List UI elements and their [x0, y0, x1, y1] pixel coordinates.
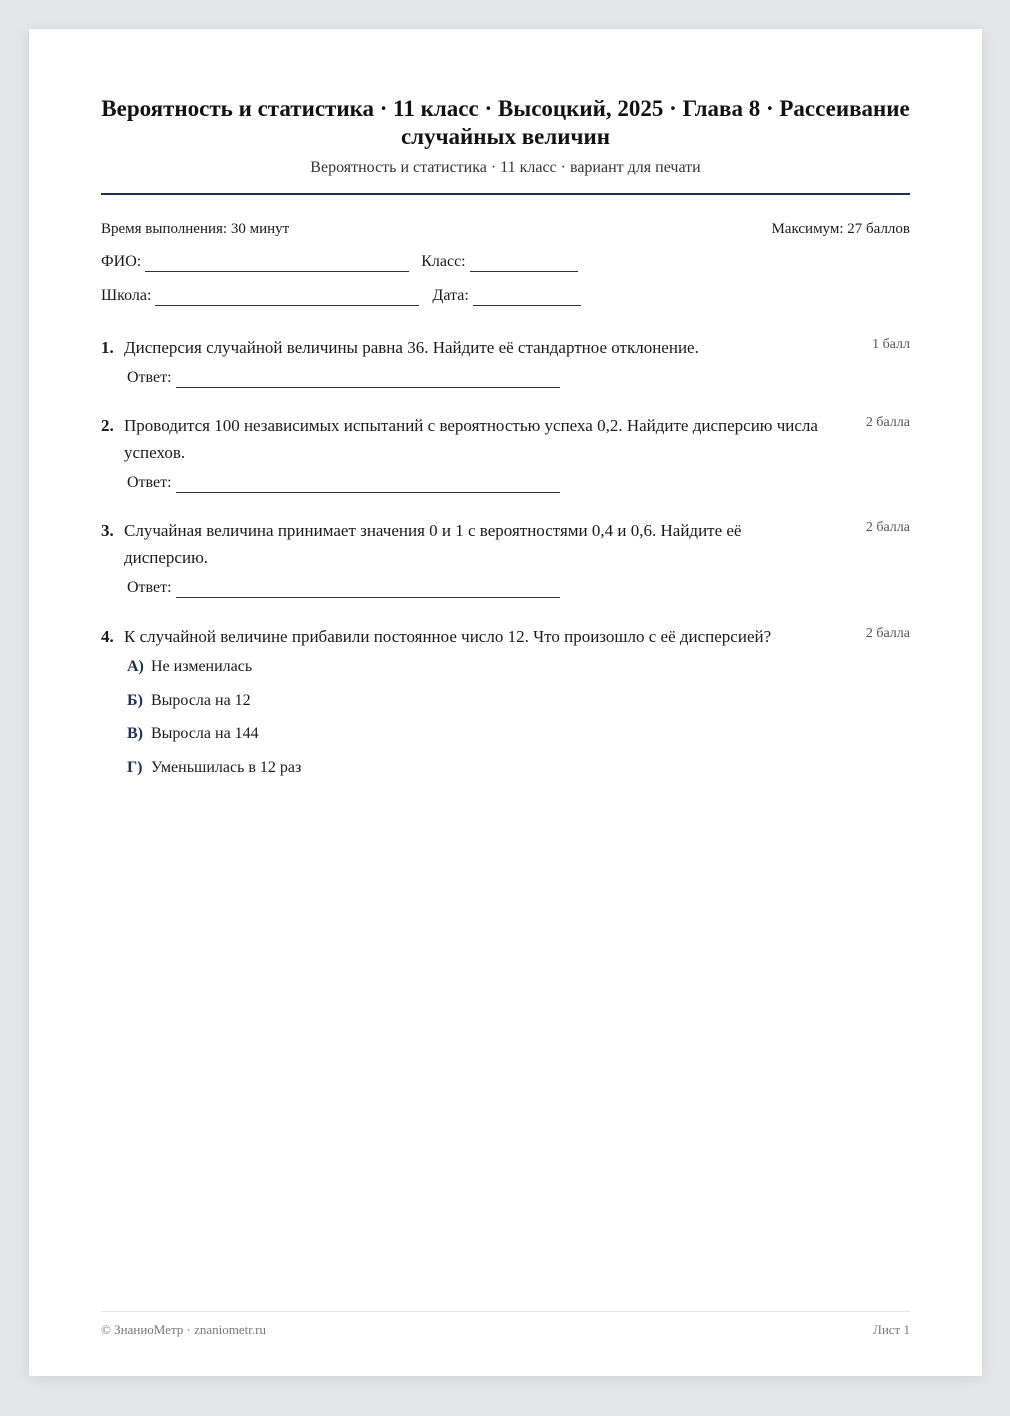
option-v[interactable]	[127, 724, 910, 758]
question-points: 2 балла	[865, 520, 910, 535]
student-fields-row-2	[101, 286, 910, 306]
answer-row	[127, 473, 910, 493]
question-points: 1 балл	[872, 337, 910, 352]
class-field[interactable]	[470, 257, 578, 272]
question-2	[101, 412, 910, 493]
meta-row	[101, 219, 910, 239]
option-text: Уменьшилась в 12 раз	[151, 758, 302, 776]
option-text: Выросла на 144	[151, 725, 259, 742]
footer-divider	[101, 1311, 910, 1312]
footer	[101, 1321, 910, 1339]
option-letter: Б)	[127, 691, 143, 709]
page-subtitle: Вероятность и статистика · 11 класс · вариант для печати	[310, 159, 701, 176]
answer-options	[127, 657, 910, 791]
answer-label: Ответ:	[127, 579, 172, 596]
school-label: Школа:	[101, 287, 152, 304]
fio-field[interactable]	[145, 257, 409, 272]
date-label: Дата:	[432, 287, 469, 304]
page-number: Лист 1	[873, 1322, 910, 1337]
question-text: Проводится 100 независимых испытаний с вероятностью успеха 0,2. Найдите дисперсию числа успехов.	[124, 416, 818, 462]
answer-label: Ответ:	[127, 369, 172, 386]
fio-label: ФИО:	[101, 253, 142, 270]
option-text: Не изменилась	[151, 658, 253, 675]
option-letter: В)	[127, 725, 143, 742]
question-number: 3.	[101, 521, 114, 540]
question-points: 2 балла	[865, 415, 910, 430]
question-4	[101, 623, 910, 791]
school-field[interactable]	[155, 291, 419, 306]
student-fields-row-1	[101, 252, 910, 272]
page-title: Вероятность и статистика · 11 класс · Высоцкий, 2025 · Глава 8 · Рассеивание случайных величин	[101, 96, 910, 149]
question-number: 1.	[101, 338, 114, 357]
worksheet-page	[29, 29, 982, 1376]
question-number: 2.	[101, 416, 114, 435]
answer-field[interactable]	[176, 373, 560, 388]
option-g[interactable]	[127, 758, 910, 792]
option-b[interactable]	[127, 691, 910, 725]
answer-row	[127, 578, 910, 598]
question-text: Случайная величина принимает значения 0 и 1 с вероятностями 0,4 и 0,6. Найдите её дисперсию.	[124, 521, 742, 567]
answer-field[interactable]	[176, 478, 560, 493]
option-text: Выросла на 12	[151, 691, 251, 709]
option-a[interactable]	[127, 657, 910, 691]
question-text: Дисперсия случайной величины равна 36. Найдите её стандартное отклонение.	[124, 338, 699, 357]
header	[101, 95, 910, 178]
header-divider	[101, 193, 910, 195]
max-score: Максимум: 27 баллов	[771, 221, 910, 237]
question-3	[101, 517, 910, 598]
answer-label: Ответ:	[127, 474, 172, 491]
question-number: 4.	[101, 627, 114, 646]
answer-row	[127, 368, 910, 388]
footer-copyright: © ЗнаниоМетр · znaniometr.ru	[101, 1322, 266, 1337]
question-text: К случайной величине прибавили постоянное число 12. Что произошло с её дисперсией?	[124, 627, 772, 646]
option-letter: А)	[127, 658, 144, 675]
time-limit: Время выполнения: 30 минут	[101, 221, 290, 237]
question-points: 2 балла	[865, 626, 910, 641]
answer-field[interactable]	[176, 583, 560, 598]
date-field[interactable]	[473, 291, 581, 306]
option-letter: Г)	[127, 758, 143, 776]
class-label: Класс:	[421, 253, 466, 270]
question-1	[101, 334, 910, 388]
